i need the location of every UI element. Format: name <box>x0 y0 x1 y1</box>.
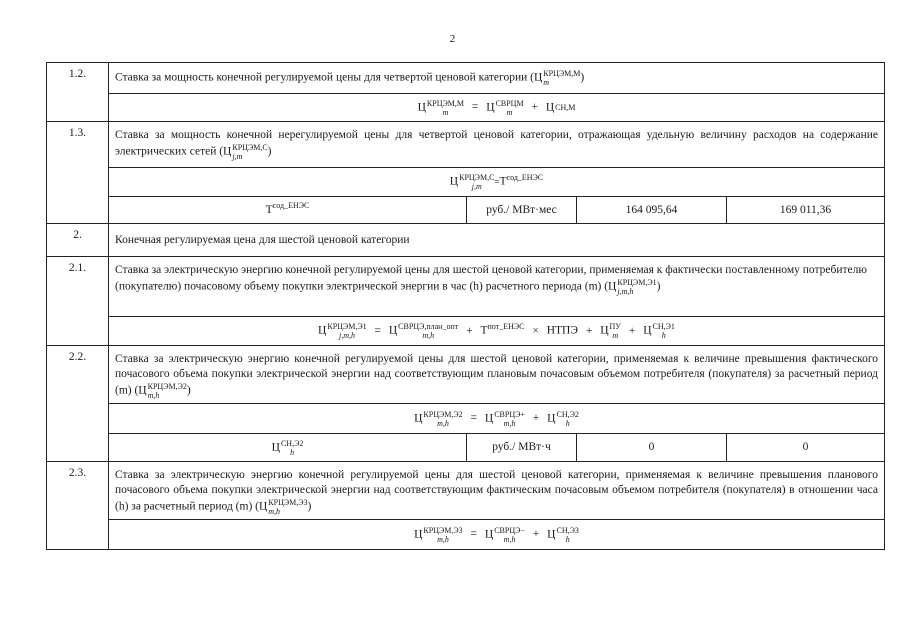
value-cell-2: 0 <box>727 434 885 462</box>
row-1-2-header <box>47 63 885 94</box>
row-number: 1.2. <box>47 63 109 122</box>
row-2-1-formula <box>47 317 885 346</box>
row-number: 1.3. <box>47 122 109 224</box>
row-1-3-header <box>47 122 885 168</box>
symbol-indices: КРЦЭМ,Э2 m,h <box>147 382 187 400</box>
row-2-2-header <box>47 346 885 404</box>
symbol-indices: КРЦЭМ,Э1 j,m,h <box>617 278 657 296</box>
row-2-1-header <box>47 257 885 317</box>
row-1-2-formula <box>47 94 885 122</box>
formula: Ц КРЦЭМ,С j,m $=Т^{сод\_ЕНЭС}$ <box>109 168 885 197</box>
row-1-3-formula <box>47 168 885 197</box>
value-label: Ц СН,Э2 h <box>109 434 467 462</box>
symbol-indices: КРЦЭМ,С j,m <box>232 143 268 161</box>
row-number: 2.3. <box>47 462 109 550</box>
row-number: 2.1. <box>47 257 109 346</box>
row-description: Ставка за электрическую энергию конечной регулируемой цены для шестой ценовой категории, применяемая к фактически поставленному потребителю (покупателю) почасовому объему покупки электрической энергии в час (h) расчетного периода (m) (Ц КРЦЭМ,Э1 j,m,h ) <box>109 257 885 317</box>
formula: Ц КРЦЭМ,Э3 m,h = Ц СВРЦЭ− m,h + Ц СН,Э3 h <box>109 520 885 550</box>
value-label: $Т^{сод\_ЕНЭС}$ <box>109 197 467 224</box>
unit-cell: руб./ МВт·мес <box>467 197 577 224</box>
row-description: Ставка за электрическую энергию конечной регулируемой цены для шестой ценовой категории, применяемая к величине превышения фактического почасового объема покупки электрической энергии над соответствующим плановым почасовым объемом потребителя (покупателя) за расчетный период (m) (Ц КРЦЭМ,Э2 m,h ) <box>109 346 885 404</box>
row-description <box>109 224 885 257</box>
formula: Ц КРЦЭМ,Э1 j,m,h = Ц СВРЦЭ,план_опт m,h + $Т^{пот\_ЕНЭС}$ × НТПЭ + Ц ПУ m + Ц СН,Э1 h <box>109 317 885 346</box>
description-text: Ставка за мощность конечной нерегулируемой цены для четвертой ценовой категории, отражающая удельную величину расходов на содержание электрических сетей (Ц <box>115 129 878 158</box>
formula: Ц КРЦЭМ,М m = Ц СВРЦМ m + Ц СН,М <box>109 94 885 122</box>
row-2-2-values <box>47 434 885 462</box>
page-number: 2 <box>449 33 456 45</box>
formula: Ц КРЦЭМ,Э2 m,h = Ц СВРЦЭ+ m,h + Ц СН,Э2 h <box>109 404 885 434</box>
row-2-header <box>47 224 885 257</box>
description-text: Ставка за электрическую энергию конечной регулируемой цены для шестой ценовой категории, применяемая к величине превышения фактического почасового объема покупки электрической энергии над соответствующим плановым почасовым объемом потребителя (покупателя) за расчетный период (m) (Ц <box>115 353 878 397</box>
description-text: Ставка за электрическую энергию конечной регулируемой цены для шестой ценовой категории, применяемая к величине превышения планового почасового объема покупки электрической энергии над соответствующим фактическим почасовым объемом потребителя (покупателя) в отношении часа (h) за расчетный период (m) (Ц <box>115 469 878 513</box>
unit-cell: руб./ МВт·ч <box>467 434 577 462</box>
row-description: Ставка за электрическую энергию конечной регулируемой цены для шестой ценовой категории, применяемая к величине превышения планового почасового объема покупки электрической энергии над соответствующим фактическим почасовым объемом потребителя (покупателя) в отношении часа (h) за расчетный период (m) (Ц КРЦЭМ,Э3 m,h ) <box>109 462 885 520</box>
description-text: Ставка за мощность конечной регулируемой цены для четвертой ценовой категории (Ц <box>115 71 543 84</box>
row-number: 2.2. <box>47 346 109 462</box>
row-number: 2. <box>47 224 109 257</box>
value-cell-1: 0 <box>577 434 727 462</box>
value-cell-2: 169 011,36 <box>727 197 885 224</box>
row-1-3-values <box>47 197 885 224</box>
row-description: Ставка за мощность конечной регулируемой цены для четвертой ценовой категории (Ц КРЦЭМ,М m ) <box>109 63 885 94</box>
description-text: Конечная регулируемая цена для шестой ценовой категории <box>115 233 410 246</box>
row-description: Ставка за мощность конечной нерегулируемой цены для четвертой ценовой категории, отражающая удельную величину расходов на содержание электрических сетей (Ц КРЦЭМ,С j,m ) <box>109 122 885 168</box>
symbol-indices: КРЦЭМ,М m <box>543 69 581 87</box>
row-2-2-formula <box>47 404 885 434</box>
tariff-table <box>46 62 885 550</box>
description-text: Ставка за электрическую энергию конечной регулируемой цены для шестой ценовой категории, применяемая к фактически поставленному потребителю (покупателю) почасовому объему покупки электрической энергии в час (h) расчетного периода (m) (Ц <box>115 264 867 293</box>
symbol-indices: КРЦЭМ,Э3 m,h <box>268 498 308 516</box>
value-cell-1: 164 095,64 <box>577 197 727 224</box>
row-2-3-formula <box>47 520 885 550</box>
row-2-3-header <box>47 462 885 520</box>
